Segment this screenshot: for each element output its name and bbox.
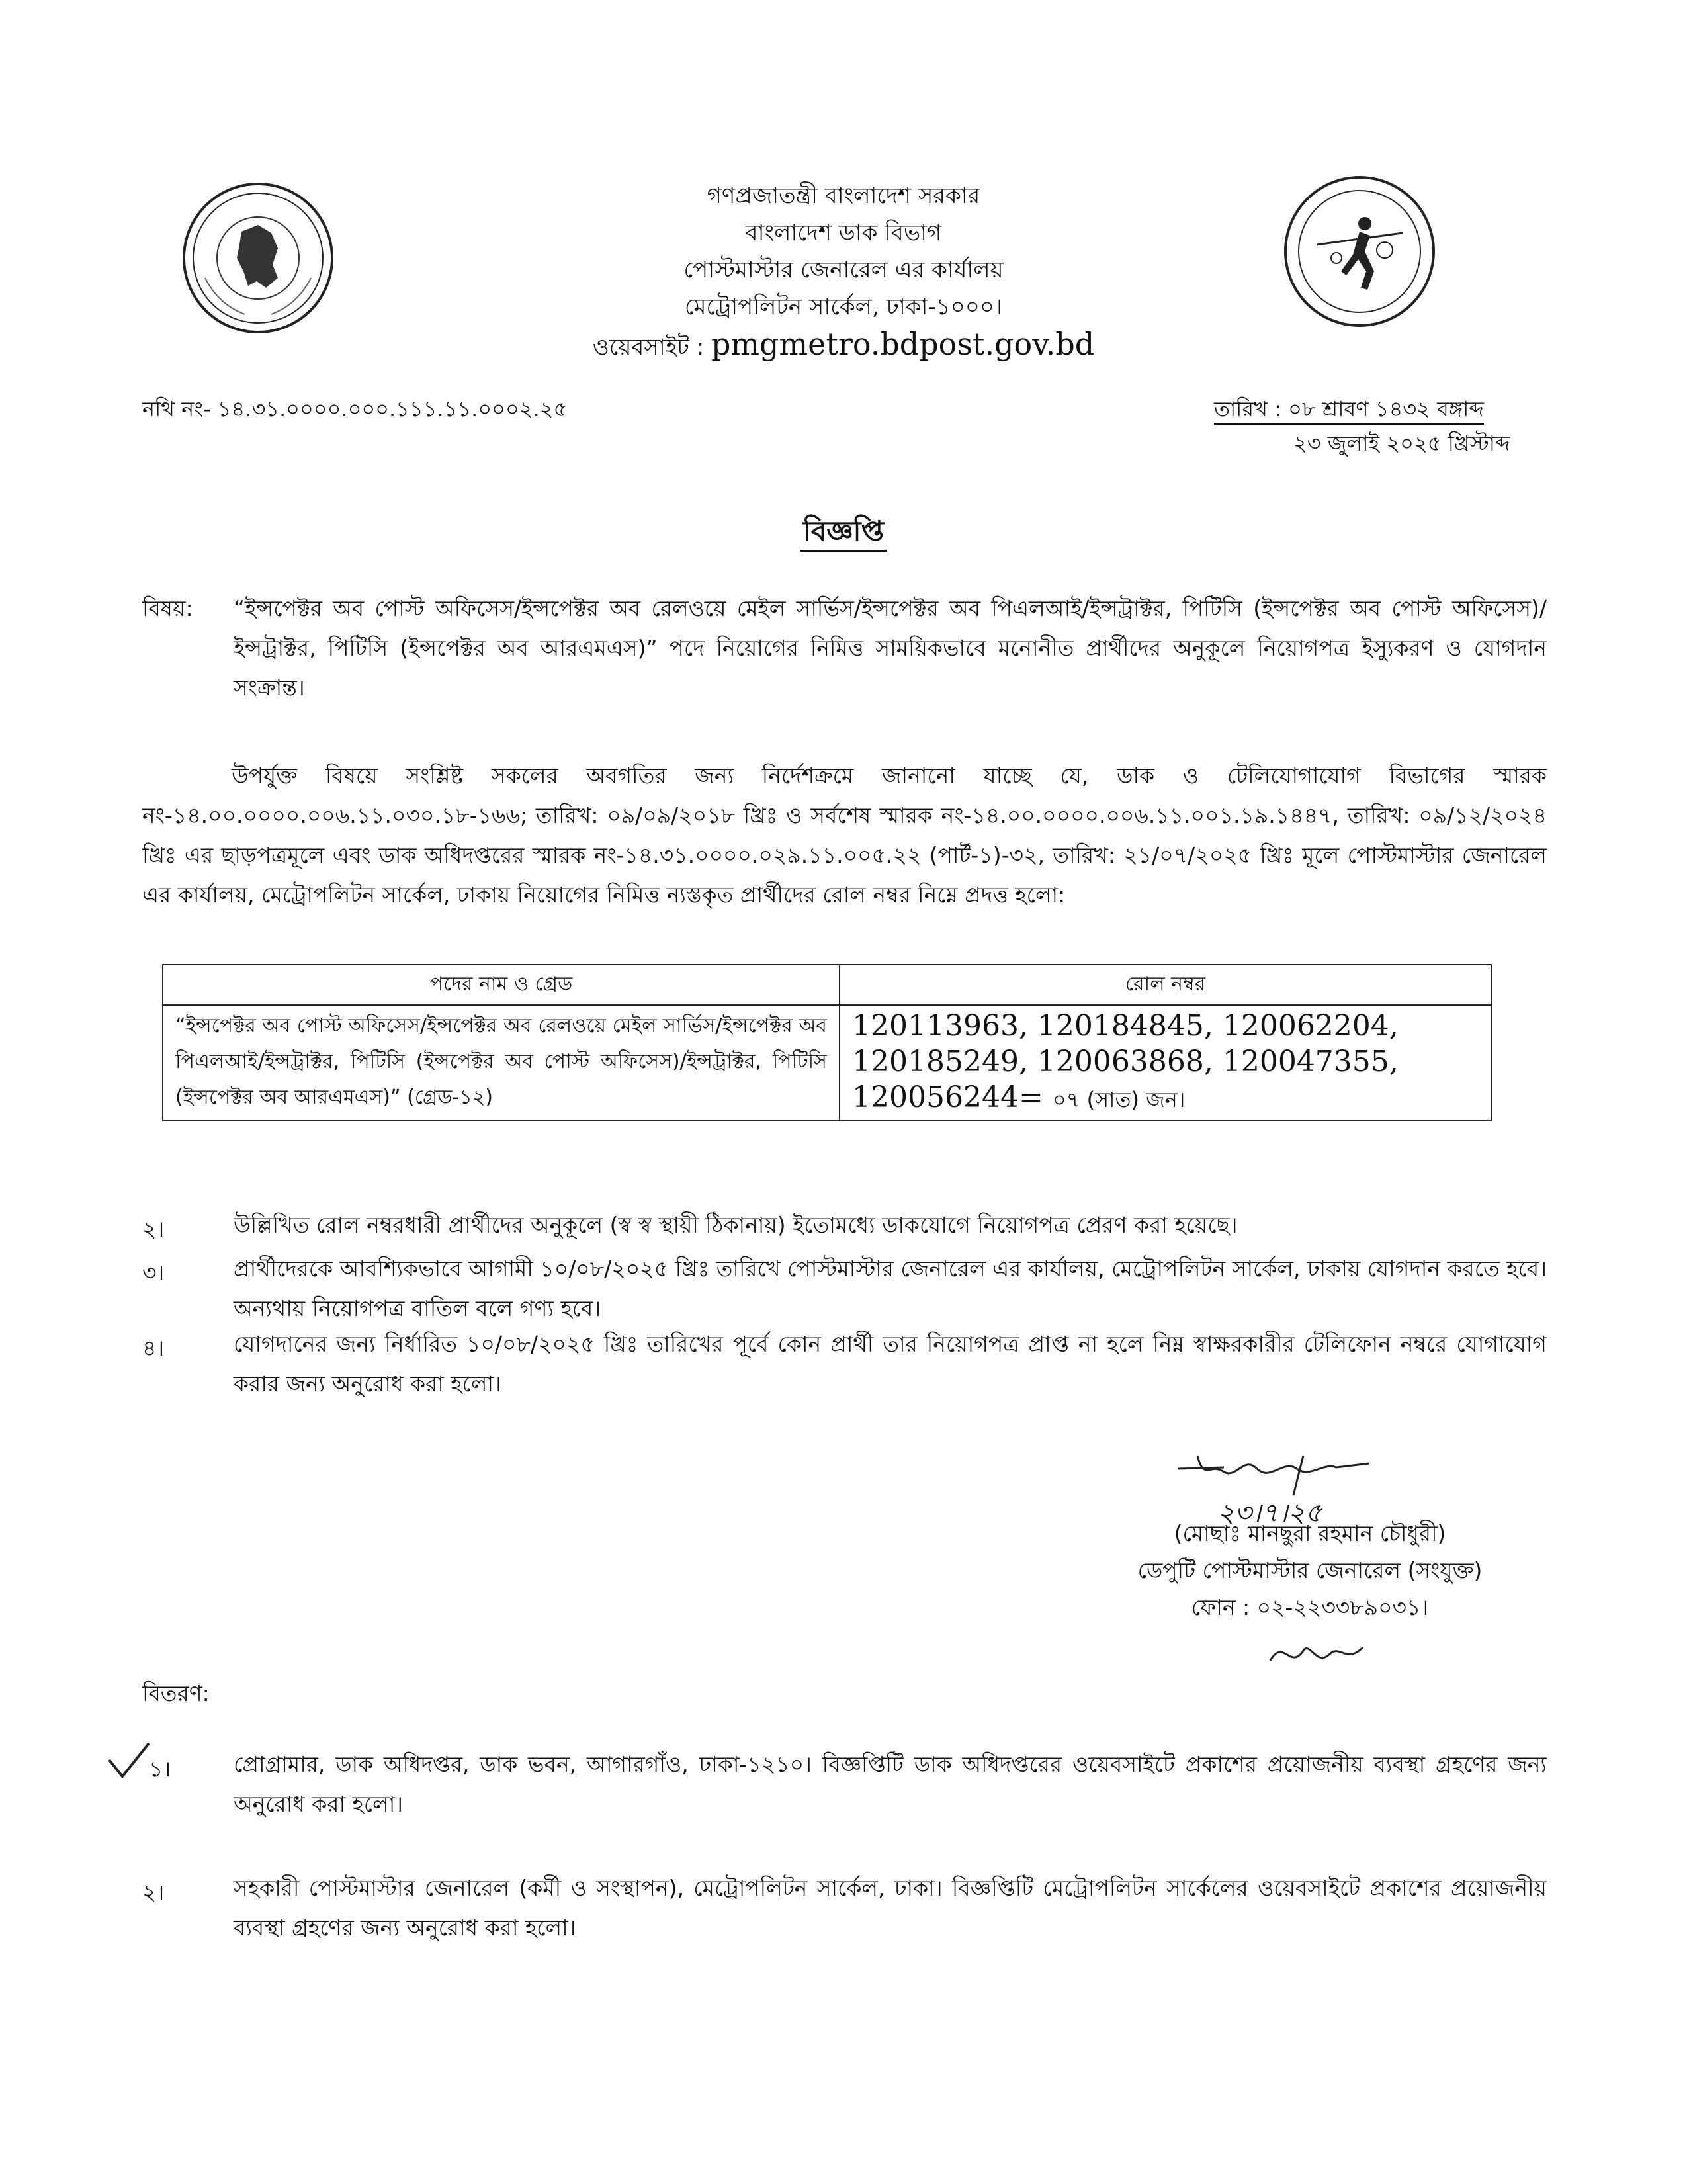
notice-title-text: বিজ্ঞপ্তি xyxy=(800,515,887,552)
distribution-label: বিতরণ: xyxy=(142,1681,210,1706)
roll-line-2: 120185249, 120063868, 120047355, xyxy=(852,1045,1399,1078)
subject-label: বিষয়: xyxy=(142,595,193,621)
website-label: ওয়েবসাইট : xyxy=(592,334,705,361)
initials-scribble xyxy=(1264,1631,1369,1680)
post-name-cell: “ইন্সপেক্টর অব পোস্ট অফিসেস/ইন্সপেক্টর অব রেলওয়ে মেইল সার্ভিস/ইন্সপেক্টর অব পিএলআই/ইন্সট্রাক্টর, পিটিসি (ইন্সপেক্টর অব পোস্ট অফিসেস)/ইন্সট্রাক্টর, পিটিসি (ইন্সপেক্টর অব আরএমএস)” (গ্রেড-১২) xyxy=(163,1005,840,1121)
letterhead-line-2: বাংলাদেশ ডাক বিভাগ xyxy=(745,220,942,246)
subject-text: “ইন্সপেক্টর অব পোস্ট অফিসেস/ইন্সপেক্টর অব রেলওয়ে মেইল সার্ভিস/ইন্সপেক্টর অব পিএলআই/ইন্সট্রাক্টর, পিটিসি (ইন্সপেক্টর অব পোস্ট অফিসেস)/ইন্সট্রাক্টর, পিটিসি (ইন্সপেক্টর অব আরএমএস)” পদে নিয়োগের নিমিত্ত সাময়িকভাবে মনোনীত প্রার্থীদের অনুকূলে নিয়োগপত্র ইস্যুকরণ ও যোগদান সংক্রান্ত। xyxy=(234,595,1547,701)
date-bangla xyxy=(1214,392,1484,428)
notice-title xyxy=(0,509,1687,556)
distribution-item-2-text: সহকারী পোস্টমাস্টার জেনারেল (কর্মী ও সংস্থাপন), মেট্রোপলিটন সার্কেল, ঢাকা। বিজ্ঞপ্তিটি মেট্রোপলিটন সার্কেলের ওয়েবসাইটে প্রকাশের প্রয়োজনীয় ব্যবস্থা গ্রহণের জন্য অনুরোধ করা হলো। xyxy=(234,1875,1547,1941)
letterhead xyxy=(397,177,1290,366)
item-4-text: যোগদানের জন্য নির্ধারিত ১০/০৮/২০২৫ খ্রিঃ তারিখের পূর্বে কোন প্রার্থী তার নিয়োগপত্র প্রাপ্ত না হলে নিম্ন স্বাক্ষরকারীর টেলিফোন নম্বরে যোগাযোগ করার জন্য অনুরোধ করা হলো। xyxy=(234,1331,1547,1397)
roll-last-number: 120056244= xyxy=(852,1080,1043,1114)
roll-number-table xyxy=(162,964,1492,1121)
table-row xyxy=(163,1005,1491,1121)
item-3-text: প্রার্থীদেরকে আবশ্যিকভাবে আগামী ১০/০৮/২০২৫ খ্রিঃ তারিখে পোস্টমাস্টার জেনারেল এর কার্যালয়, মেট্রোপলিটন সার্কেল, ঢাকায় যোগদান করতে হবে। অন্যথায় নিয়োগপত্র বাতিল বলে গণ্য হবে। xyxy=(234,1256,1547,1321)
letterhead-line-3: পোস্টমাস্টার জেনারেল এর কার্যালয় xyxy=(683,257,1004,283)
body-paragraph: উপর্যুক্ত বিষয়ে সংশ্লিষ্ট সকলের অবগতির জন্য নির্দেশক্রমে জানানো যাচ্ছে যে, ডাক ও টেলিযোগাযোগ বিভাগের স্মারক নং-১৪.০০.০০০০.০০৬.১১.০৩০.১৮-১৬৬; তারিখ: ০৯/০৯/২০১৮ খ্রিঃ ও সর্বশেষ স্মারক নং-১৪.০০.০০০০.০০৬.১১.০০১.১৯.১৪৪৭, তারিখ: ০৯/১২/২০২৪ খ্রিঃ এর ছাড়পত্রমূলে এবং ডাক অধিদপ্তরের স্মারক নং-১৪.৩১.০০০০.০২৯.১১.০০৫.২২ (পার্ট-১)-৩২, তারিখ: ২১/০৭/২০২৫ খ্রিঃ মূলে পোস্টমাস্টার জেনারেল এর কার্যালয়, মেট্রোপলিটন সার্কেল, ঢাকায় নিয়োগের নিমিত্ত ন্যস্তকৃত প্রার্থীদের রোল নম্বর নিম্নে প্রদত্ত হলো: xyxy=(142,763,1547,908)
check-mark-icon xyxy=(106,1740,152,1782)
roll-number-cell xyxy=(840,1005,1491,1121)
table-header-post: পদের নাম ও গ্রেড xyxy=(163,965,840,1005)
item-2-number: ২। xyxy=(142,1216,165,1242)
item-2-text: উল্লিখিত রোল নম্বরধারী প্রার্থীদের অনুকূলে (স্ব স্ব স্থায়ী ঠিকানায়) ইতোমধ্যে ডাকযোগে নিয়োগপত্র প্রেরণ করা হয়েছে। xyxy=(234,1212,1238,1238)
file-number: নথি নং- ১৪.৩১.০০০০.০০০.১১১.১১.০০০২.২৫ xyxy=(142,396,568,421)
date-bangla-text: তারিখ : ০৮ শ্রাবণ ১৪৩২ বঙ্গাব্দ xyxy=(1214,396,1484,425)
handwritten-initials-icon xyxy=(1264,1631,1369,1677)
roll-line-3 xyxy=(852,1080,1479,1117)
distribution-item-2-number: ২। xyxy=(142,1880,165,1905)
signatory-phone: ফোন : ০২-২২৩৩৮৯০৩১। xyxy=(1191,1594,1429,1620)
government-seal-icon xyxy=(179,179,337,337)
postal-runner-icon xyxy=(1280,172,1439,331)
roll-total-count: ০৭ (সাত) জন। xyxy=(1052,1087,1186,1112)
signatory-designation: ডেপুটি পোস্টমাস্টার জেনারেল (সংযুক্ত) xyxy=(1137,1557,1483,1583)
table-header-roll: রোল নম্বর xyxy=(840,965,1491,1005)
distribution-item-1-number: ১। xyxy=(149,1756,171,1782)
item-3-number: ৩। xyxy=(142,1260,165,1286)
signature-handwritten-date: ২৩।৭।২৫ xyxy=(1217,1498,1322,1528)
government-seal-logo xyxy=(179,179,337,340)
website-url: pmgmetro.bdpost.gov.bd xyxy=(711,326,1095,362)
signature-block xyxy=(1032,1515,1588,1626)
roll-line-1: 120113963, 120184845, 120062204, xyxy=(852,1009,1399,1043)
letterhead-line-4: মেট্রোপলিটন সার্কেল, ঢাকা-১০০০। xyxy=(684,294,1003,320)
distribution-item-1-text: প্রোগ্রামার, ডাক অধিদপ্তর, ডাক ভবন, আগারগাঁও, ঢাকা-১২১০। বিজ্ঞপ্তিটি ডাক অধিদপ্তরের ওয়েবসাইটে প্রকাশের প্রয়োজনীয় ব্যবস্থা গ্রহণের জন্য অনুরোধ করা হলো। xyxy=(234,1751,1547,1817)
item-4-number: ৪। xyxy=(142,1335,165,1361)
table-header-row xyxy=(163,965,1491,1005)
signatory-name: (মোছাঃ মানছুরা রহমান চৌধুরী) xyxy=(1174,1520,1446,1546)
postal-department-seal-logo xyxy=(1280,172,1439,333)
letterhead-website xyxy=(397,326,1290,366)
date-english: ২৩ জুলাই ২০২৫ খ্রিস্টাব্দ xyxy=(1293,431,1510,456)
letterhead-line-1: গণপ্রজাতন্ত্রী বাংলাদেশ সরকার xyxy=(707,183,980,209)
